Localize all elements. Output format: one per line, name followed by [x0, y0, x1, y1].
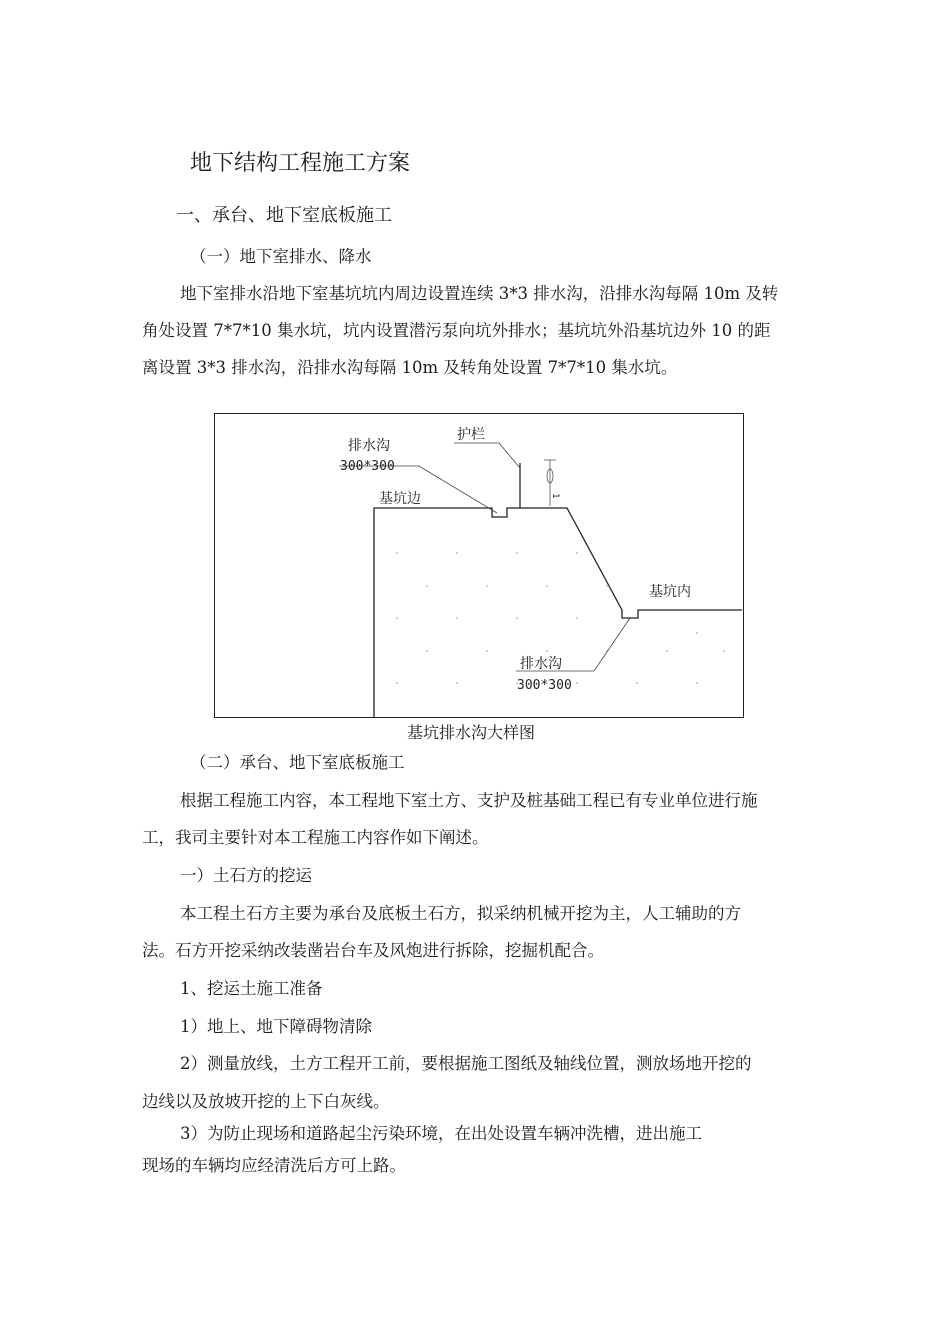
subheading-drainage: （一）地下室排水、降水 — [190, 247, 372, 266]
svg-text:1: 1 — [550, 493, 560, 499]
paragraph-drainage-line-2: 角处设置 7*7*10 集水坑，坑内设置潜污泵向坑外排水；基坑坑外沿基坑边外 10 的距 — [142, 321, 771, 340]
document-title: 地下结构工程施工方案 — [190, 151, 411, 176]
leader-rail — [454, 443, 520, 468]
label-drain-top: 排水沟 — [348, 438, 390, 454]
paragraph-scope-line-2: 工，我司主要针对本工程施工内容作如下阐述。 — [142, 828, 489, 847]
paragraph-drainage-line-1: 地下室排水沿地下室基坑坑内周边设置连续 3*3 排水沟，沿排水沟每隔 10m 及转 — [180, 284, 779, 303]
paragraph-drainage-line-3: 离设置 3*3 排水沟，沿排水沟每隔 10m 及转角处设置 7*7*10 集水坑。 — [142, 358, 678, 377]
list-item-dust-line-1: 3）为防止现场和道路起尘污染环境，在出处设置车辆冲洗槽，进出施工 — [180, 1124, 702, 1143]
label-guardrail: 护栏 — [457, 427, 485, 443]
list-item-survey-line-1: 2）测量放线，土方工程开工前，要根据施工图纸及轴线位置，测放场地开挖的 — [180, 1054, 752, 1073]
list-item-obstacle-removal: 1）地上、地下障碍物清除 — [180, 1017, 372, 1036]
subheading-foundation: （二）承台、地下室底板施工 — [190, 753, 405, 772]
label-drain-top-size: 300*300 — [340, 459, 395, 474]
label-drain-bottom: 排水沟 — [520, 656, 562, 672]
figure-caption: 基坑排水沟大样图 — [407, 723, 536, 742]
list-item-survey-line-2: 边线以及放坡开挖的上下白灰线。 — [142, 1092, 390, 1111]
subheading-earthwork: 一）土石方的挖运 — [180, 866, 312, 885]
drainage-ditch-detail-figure — [214, 413, 744, 718]
label-pit-inside: 基坑内 — [649, 584, 691, 600]
list-item-dust-line-2: 现场的车辆均应经清洗后方可上路。 — [142, 1156, 406, 1175]
list-item-preparation: 1、挖运土施工准备 — [180, 979, 323, 998]
label-pit-edge: 基坑边 — [379, 491, 421, 507]
paragraph-scope-line-1: 根据工程施工内容，本工程地下室土方、支护及桩基础工程已有专业单位进行施 — [180, 791, 758, 810]
paragraph-earthwork-line-1: 本工程土石方主要为承台及底板土石方，拟采纳机械开挖为主，人工辅助的方 — [180, 904, 741, 923]
section-heading-1: 一、承台、地下室底板施工 — [176, 205, 392, 226]
label-drain-bottom-size: 300*300 — [517, 678, 572, 693]
figure-frame — [215, 414, 744, 718]
paragraph-earthwork-line-2: 法。石方开挖采纳改装凿岩台车及风炮进行拆除，挖掘机配合。 — [142, 941, 604, 960]
